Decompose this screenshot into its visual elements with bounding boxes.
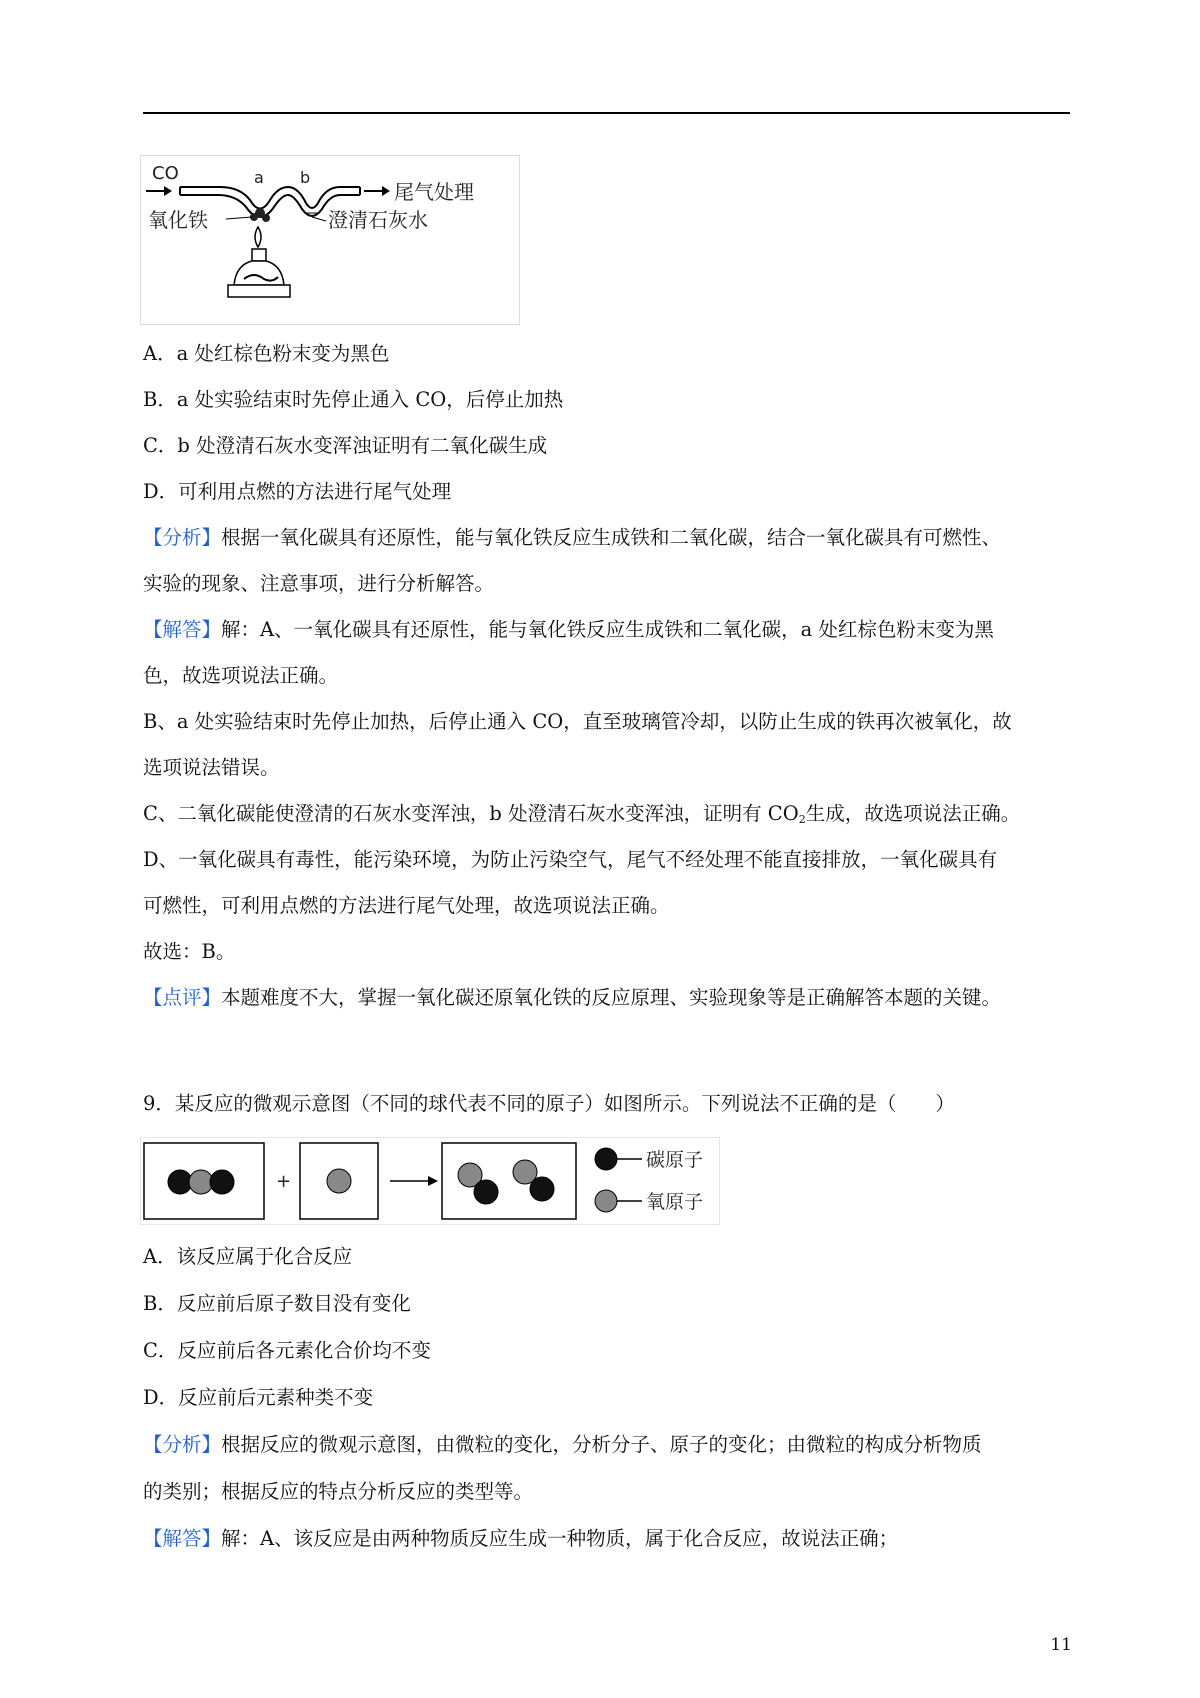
q8-choice: 故选：B。 [143,940,236,963]
flame-icon [255,227,261,247]
q8-analysis-line1: 根据一氧化碳具有还原性，能与氧化铁反应生成铁和二氧化碳，结合一氧化碳具有可燃性、 [221,526,1002,549]
header-rule [143,112,1070,114]
q8-answer-b-line1: B、a 处实验结束时先停止加热，后停止通入 CO，直至玻璃管冷却，以防止生成的铁再次被氧化，故 [143,710,1012,733]
answer-tag: 【解答】 [143,618,222,641]
q8-answer-c [143,802,1073,832]
q8-answer-d-line2: 可燃性，可利用点燃的方法进行尾气处理，故选项说法正确。 [143,894,670,917]
reaction-diagram [140,1137,720,1225]
q9-answer-line1: 解：A、该反应是由两种物质反应生成一种物质，属于化合反应，故说法正确； [221,1527,899,1550]
q9-analysis-line2: 的类别；根据反应的特点分析反应的类型等。 [143,1480,534,1503]
a-label: a [254,168,264,187]
q8-option-b: B．a 处实验结束时先停止通入 CO，后停止加热 [143,388,564,411]
plus-sign: + [276,1171,292,1192]
q9-analysis-line1: 根据反应的微观示意图，由微粒的变化，分析分子、原子的变化；由微粒的构成分析物质 [221,1433,982,1456]
legend-carbon: 碳原子 [646,1149,704,1171]
q8-answer [143,618,1073,642]
q8-comment-text: 本题难度不大，掌握一氧化碳还原氧化铁的反应原理、实验现象等是正确解答本题的关键。 [221,986,1002,1009]
alcohol-lamp-icon [234,261,284,285]
q8-answer-b-line2: 选项说法错误。 [143,756,280,779]
q8-answer-line1: 解：A、一氧化碳具有还原性，能与氧化铁反应生成铁和二氧化碳，a 处红棕色粉末变为黑 [221,618,994,641]
q8-answer-c-pre: C、二氧化碳能使澄清的石灰水变浑浊，b 处澄清石灰水变浑浊，证明有 CO [143,802,799,825]
comment-tag: 【点评】 [143,986,222,1009]
q8-option-c: C．b 处澄清石灰水变浑浊证明有二氧化碳生成 [143,434,548,457]
q8-option-a: A．a 处红棕色粉末变为黑色 [143,342,390,365]
q8-answer-d-line1: D、一氧化碳具有毒性，能污染环境，为防止污染空气，尾气不经处理不能直接排放，一氧化碳具有 [143,848,998,871]
q9-option-d: D．反应前后元素种类不变 [143,1386,374,1409]
q9-option-a: A．该反应属于化合反应 [143,1245,353,1268]
q8-answer-c-post: 生成，故选项说法正确。 [805,802,1021,825]
apparatus-figure [140,155,520,325]
exhaust-label: 尾气处理 [394,180,474,204]
limewater-label: 澄清石灰水 [328,208,428,232]
q9-option-b: B．反应前后原子数目没有变化 [143,1292,411,1315]
q9-stem: 9．某反应的微观示意图（不同的球代表不同的原子）如图所示。下列说法不正确的是（ ） [143,1092,955,1115]
page-number: 11 [1050,1635,1072,1655]
q8-analysis-line2: 实验的现象、注意事项，进行分析解答。 [143,572,495,595]
q9-analysis [143,1433,1073,1457]
q8-option-d: D．可利用点燃的方法进行尾气处理 [143,480,452,503]
q8-answer-line2: 色，故选项说法正确。 [143,664,339,687]
q8-analysis [143,526,1073,550]
answer-tag: 【解答】 [143,1527,222,1550]
b-label: b [300,168,311,187]
iron-oxide-label: 氧化铁 [148,208,208,232]
q9-answer [143,1527,1073,1551]
co-label: CO [152,163,179,184]
analysis-tag: 【分析】 [143,526,222,549]
co2-subscript: 2 [798,813,806,826]
legend-oxygen: 氧原子 [646,1191,704,1213]
analysis-tag: 【分析】 [143,1433,222,1456]
q9-option-c: C．反应前后各元素化合价均不变 [143,1339,431,1362]
q8-comment [143,986,1073,1010]
